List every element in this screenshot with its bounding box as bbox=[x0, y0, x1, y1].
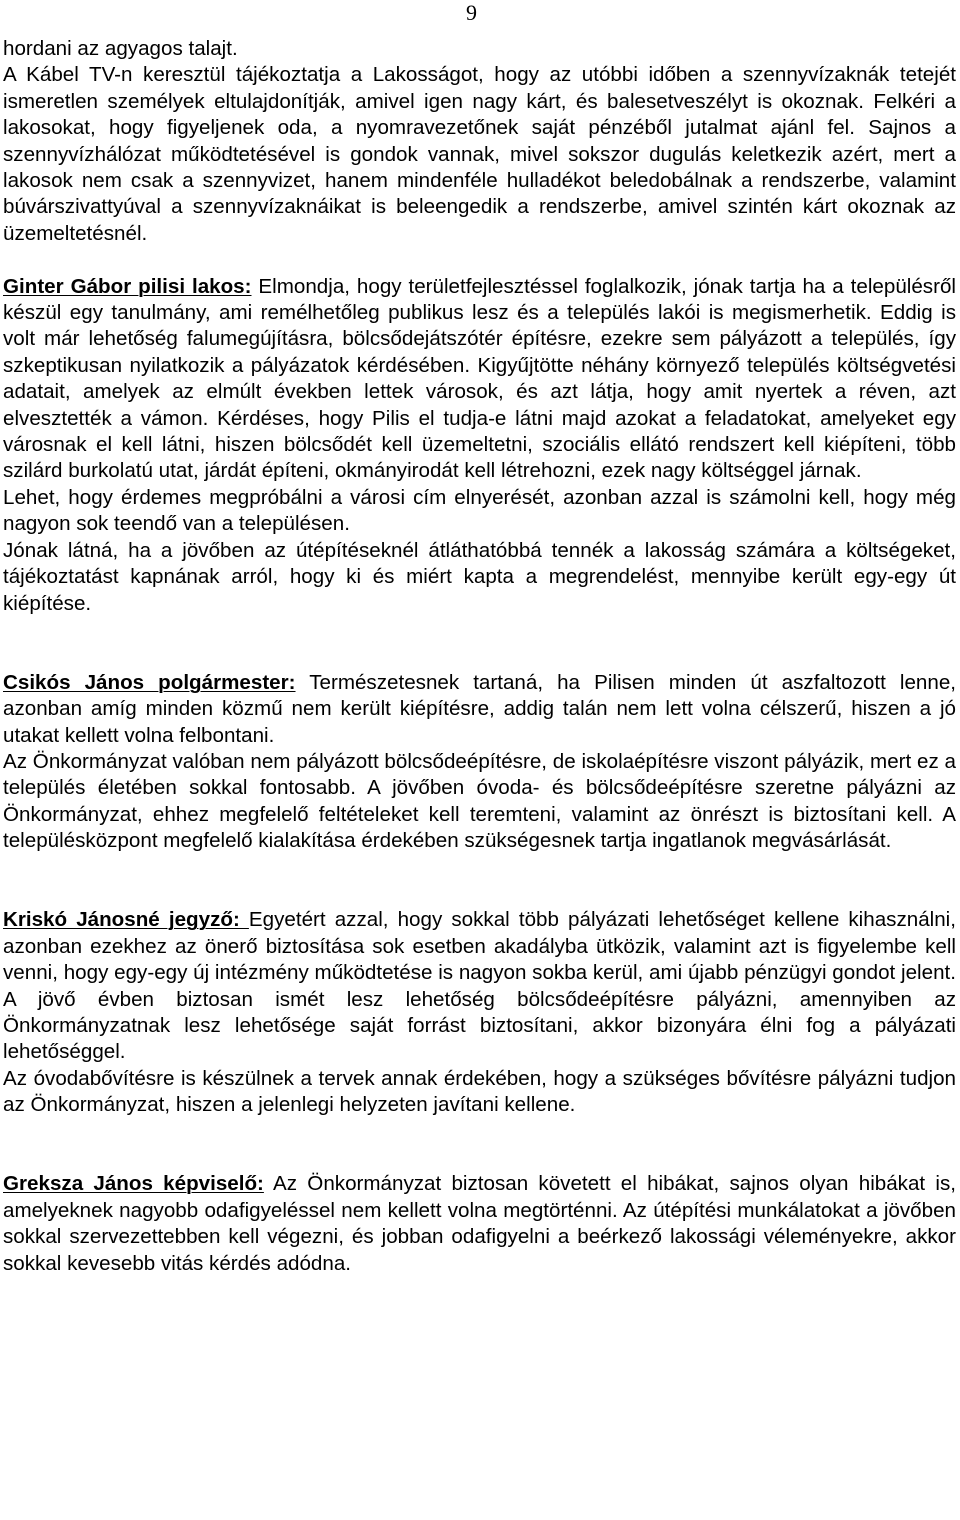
paragraph-text: A Kábel TV-n keresztül tájékoztatja a Lakosságot, hogy az utóbbi időben a szennyvízaknák tetejét ismeretlen személyek eltulajdonítják, amivel igen nagy kárt, és balesetveszélyt is okoznak. Felkéri a lakosokat, hogy figyeljenek oda, a nyomravezetőnek saját pénzéből jutalmat ajánl fel. Sajnos a szennyvízhálózat működtetésével is gondok vannak, mivel sokszor dugulás keletkezik azért, mert a lakosok nem csak a szennyvizet, hanem mindenféle hulladékot beledobálnak a rendszerbe, valamint búvárszivattyúval a szennyvízaknáikat is beleengedik a rendszerbe, amivel szintén kárt okoznak az üzemeltetésnél. bbox=[3, 63, 956, 245]
paragraph-road-costs bbox=[3, 538, 956, 617]
paragraph-text: Természetesnek tartaná, ha Pilisen minden út aszfaltozott lenne, azonban amíg minden közmű nem került kiépítésre, addig talán nem lett volna célszerű, hiszen a jó utakat kellett volna felbontani. bbox=[3, 670, 956, 747]
paragraph-text: Elmondja, hogy területfejlesztéssel foglalkozik, jónak tartja ha a településről készül egy tanulmány, ami remélhetőleg publikus lesz és a település lakói is megismerhetik. Eddig is volt már lehetőség falumegújításra, bölcsődejátszótér építésre, ezekre sem pályázott a település, így szkeptikusan nyilatkozik a pályázatok kérdésében. Kigyűjtötte néhány környező település költségvetési adatait, amelyek az elmúlt években lettek városok, és azt látja, hogy amit nyertek a réven, azt elvesztették a vámon. Kérdéses, hogy Pilis el tudja-e látni majd azokat a feladatokat, amelyeket egy városnak el kell látni, hiszen bölcsődét kell üzemeltetni, szociális ellátó rendszert kell kiépíteni, több szilárd burkolatú utat, járdát építeni, okmányirodát kell létrehozni, ezek nagy költséggel járnak. bbox=[3, 274, 956, 483]
speaker-label: Greksza János képviselő: bbox=[3, 1172, 264, 1196]
paragraph-csikos-janos bbox=[3, 670, 956, 749]
speaker-label: Csikós János polgármester: bbox=[3, 670, 296, 694]
paragraph-text: Az Önkormányzat valóban nem pályázott bölcsődeépítésre, de iskolaépítésre viszont pályázik, mert ez a település életében sokkal fontosabb. A jövőben óvoda- és bölcsődeépítésre szeretne pályázni az Önkormányzat, ehhez megfelelő feltételeket kell teremteni, valamint az önrészt is biztosítani kell. A településközpont megfelelő kialakítása érdekében szükségesnek tartja ingatlanok megvásárlását. bbox=[3, 749, 956, 853]
paragraph-text: Az óvodabővítésre is készülnek a tervek annak érdekében, hogy a szükséges bővítésre pályázni tudjon az Önkormányzat, hiszen a jelenlegi helyzeten javítani kellene. bbox=[3, 1066, 956, 1117]
paragraph-kindergarten-expansion bbox=[3, 1066, 956, 1119]
document-body bbox=[3, 36, 956, 1277]
paragraph-text: hordani az agyagos talajt. bbox=[3, 37, 238, 60]
paragraph-text: Egyetért azzal, hogy sokkal több pályázati lehetőséget kellene kihasználni, azonban ezekhez az önerő biztosítása sok esetben akadályba ütközik, valamint azt is figyelembe kell venni, hogy egy-egy új intézmény működtetése is nagyon sokba kerül, ami újabb pénzügyi gondot jelent. A jövő évben biztosan ismét lesz lehetőség bölcsődeépítésre pályázni, amennyiben az Önkormányzatnak lesz lehetősége saját forrást biztosítani, akkor bizonyára élni fog a pályázati lehetőséggel. bbox=[3, 908, 956, 1064]
speaker-label: Ginter Gábor pilisi lakos: bbox=[3, 274, 252, 298]
paragraph-krisko-janosne bbox=[3, 907, 956, 1065]
paragraph-city-title bbox=[3, 485, 956, 538]
paragraph-ginter-gabor bbox=[3, 274, 956, 485]
paragraph-text: Lehet, hogy érdemes megpróbálni a városi cím elnyerését, azonban azzal is számolni kell, hogy még nagyon sok teendő van a településen. bbox=[3, 485, 956, 536]
paragraph-greksza-janos bbox=[3, 1171, 956, 1277]
paragraph-continuation bbox=[3, 36, 956, 62]
paragraph-text: Az Önkormányzat biztosan követett el hibákat, sajnos olyan hibákat is, amelyeknek nagyobb odafigyeléssel nem kellett volna megtörténni. Az útépítési munkálatokat a jövőben sokkal szervezettebben kell végezni, és jobban odafigyelni a beérkező lakossági véleményekre, akkor sokkal kevesebb vitás kérdés adódna. bbox=[3, 1172, 956, 1275]
paragraph-text: Jónak látná, ha a jövőben az útépítéseknél átláthatóbbá tennék a lakosság számára a költségeket, tájékoztatást kapnának arról, hogy ki és miért kapta a megrendelést, mennyibe került egy-egy út kiépítése. bbox=[3, 538, 956, 615]
paragraph-cable-tv bbox=[3, 62, 956, 247]
paragraph-nursery-school bbox=[3, 749, 956, 855]
page-number: 9 bbox=[466, 0, 477, 25]
speaker-label: Kriskó Jánosné jegyző: bbox=[3, 908, 249, 932]
